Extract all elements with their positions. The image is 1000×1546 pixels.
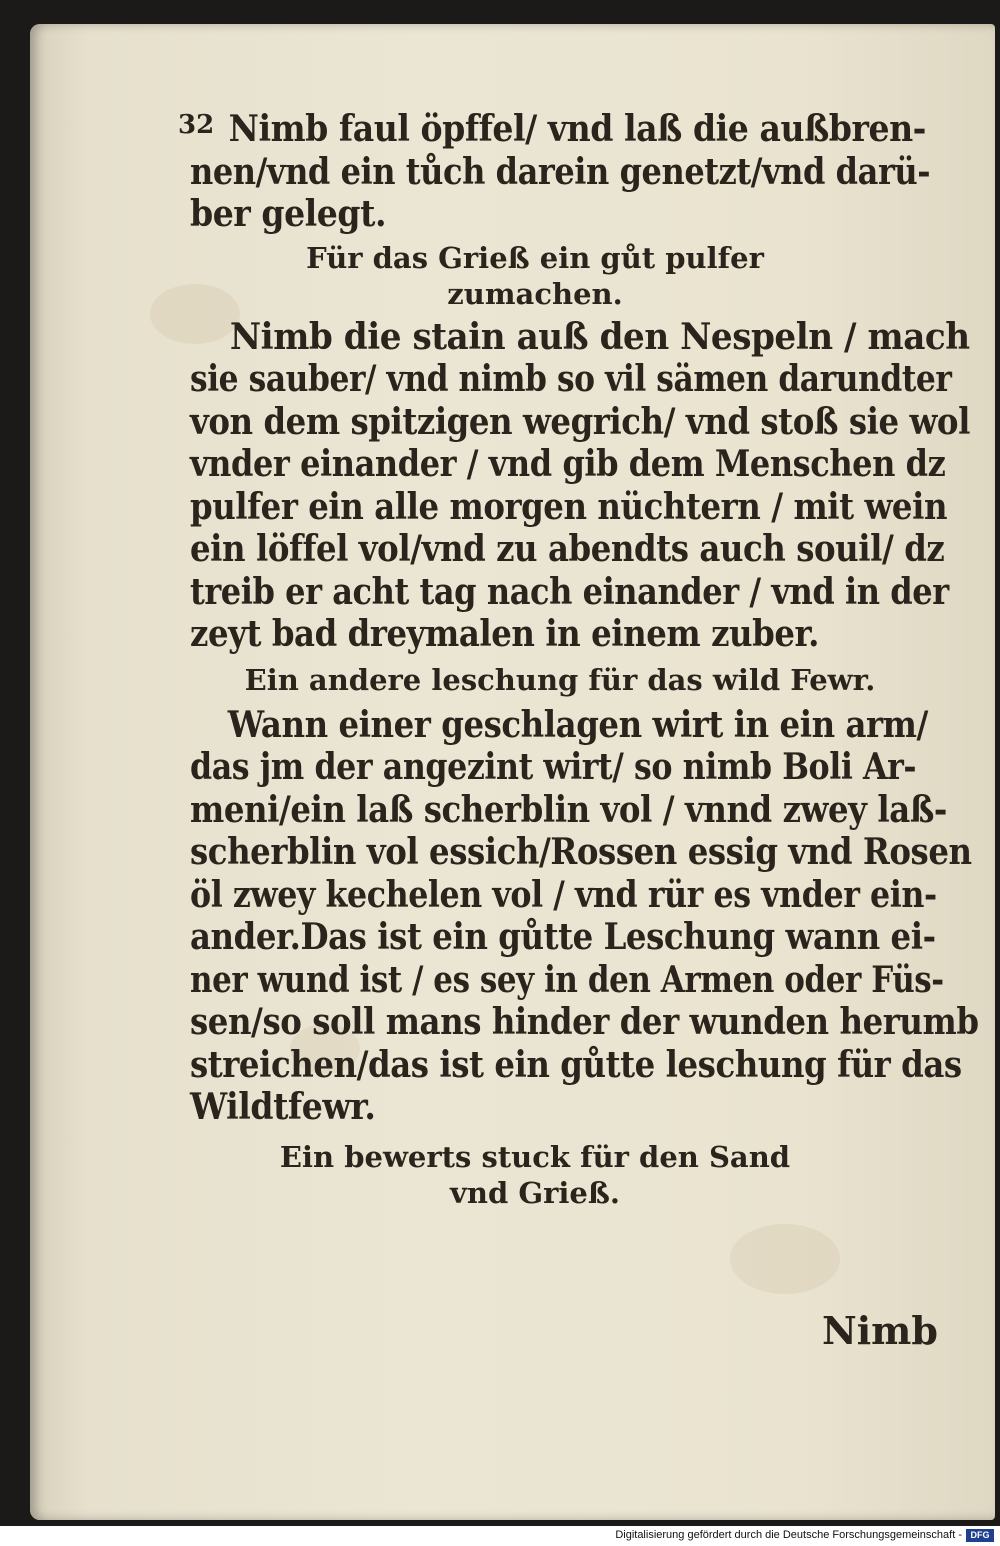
text-line: ein löffel vol/vnd zu abendts auch souil/ dz (190, 528, 945, 570)
text-line: treib er acht tag nach einander / vnd in der (190, 570, 949, 613)
section-heading: zumachen. (447, 276, 623, 311)
section-heading: Für das Grieß ein gůt pulfer (306, 240, 764, 275)
text-line: Nimb faul öpffel/ vnd laß die außbren- (228, 108, 926, 150)
catchword: Nimb (822, 1308, 938, 1353)
text-line: Wildtfewr. (190, 1086, 376, 1128)
paper-stain (730, 1224, 840, 1294)
footer-bar (0, 1526, 1000, 1546)
text-line: Nimb die stain auß den Nespeln / mach (229, 315, 970, 358)
text-line: ber gelegt. (190, 193, 387, 235)
text-line: das jm der angezint wirt/ so nimb Boli Ar- (190, 746, 917, 788)
text-line: zeyt bad dreymalen in einem zuber. (190, 613, 819, 655)
text-line: öl zwey kechelen vol / vnd rür es vnder ein- (190, 873, 937, 916)
section-heading: Ein andere leschung für das wild Fewr. (244, 662, 876, 697)
funding-notice: Digitalisierung gefördert durch die Deutsche Forschungsgemeinschaft - (615, 1529, 962, 1541)
section-heading: Ein bewerts stuck für den Sand (279, 1139, 791, 1174)
text-line: pulfer ein alle morgen nüchtern / mit wein (190, 485, 948, 528)
text-line: nen/vnd ein tůch darein genetzt/vnd darü- (190, 150, 931, 193)
text-line: meni/ein laß scherblin vol / vnnd zwey laß- (190, 788, 947, 831)
text-line: sie sauber/ vnd nimb so vil sämen darundter (190, 358, 952, 400)
text-line: von dem spitzigen wegrich/ vnd stoß sie wol (190, 400, 970, 443)
section-heading: vnd Grieß. (450, 1175, 620, 1210)
page-number: 32 (178, 110, 215, 140)
dfg-logo: DFG (966, 1529, 994, 1542)
text-line: sen/so soll mans hinder der wunden herumb (190, 1001, 979, 1043)
text-line: Wann einer geschlagen wirt in ein arm/ (227, 703, 928, 746)
text-line: ner wund ist / es sey in den Armen oder Füs- (190, 958, 944, 1001)
text-line: ander.Das ist ein gůtte Leschung wann ei- (190, 916, 936, 958)
text-line: scherblin vol essich/Rossen essig vnd Rosen (190, 831, 972, 873)
page-text (190, 108, 979, 1211)
text-line: streichen/das ist ein gůtte leschung für das (190, 1043, 962, 1086)
text-line: vnder einander / vnd gib dem Menschen dz (190, 443, 946, 485)
